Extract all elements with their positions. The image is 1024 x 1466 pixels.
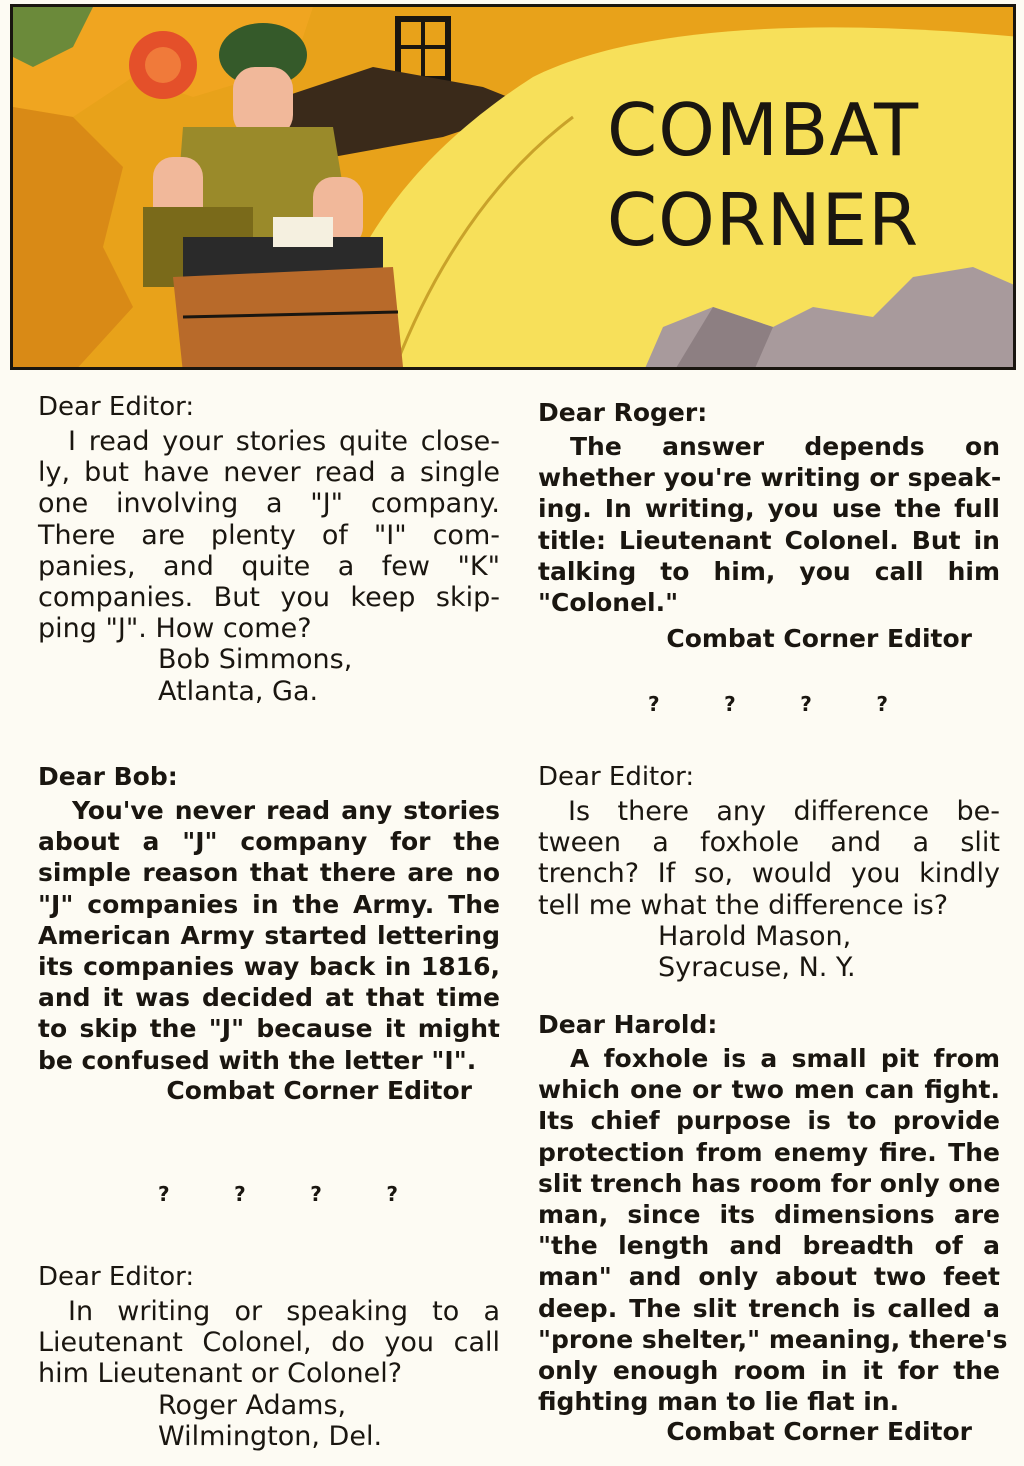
text-line: trench? If so, would you kindly	[538, 858, 1000, 890]
text-line: You've never read any stories	[72, 796, 500, 825]
separator-mark: ?	[234, 1182, 246, 1206]
editor-signature: Combat Corner Editor	[666, 1417, 972, 1447]
text-line: to skip the "J" because it might	[38, 1014, 500, 1044]
signature-place: Syracuse, N. Y.	[658, 952, 856, 984]
question-separator	[648, 692, 888, 716]
text-line: "the length and breadth of a	[538, 1231, 1000, 1261]
text-line: companies. But you keep skip-	[38, 582, 500, 614]
salutation: Dear Editor:	[38, 392, 195, 422]
signature-place: Atlanta, Ga.	[158, 675, 319, 707]
separator-mark: ?	[386, 1182, 398, 1206]
text-line: American Army started lettering	[38, 920, 500, 950]
text-line: Its chief purpose is to provide	[538, 1106, 1000, 1136]
text-line: A foxhole is a small pit from	[570, 1044, 1000, 1073]
text-line: him Lieutenant or Colonel?	[38, 1358, 403, 1390]
text-line: fighting man to lie flat in.	[538, 1387, 900, 1417]
question-separator	[158, 1182, 398, 1206]
text-line: Is there any difference be-	[568, 796, 1000, 827]
text-line: and it was decided at that time	[38, 983, 500, 1013]
text-line: ping "J". How come?	[38, 613, 312, 645]
text-line: "prone shelter," meaning, there's	[538, 1324, 1008, 1354]
text-line: simple reason that there are no	[38, 858, 500, 888]
text-line: There are plenty of "I" com-	[38, 519, 500, 551]
text-line: be confused with the letter "I".	[38, 1045, 477, 1075]
text-line: only enough room in it for the	[538, 1356, 1000, 1386]
text-line: "J" companies in the Army. The	[38, 889, 500, 919]
title-line-2: CORNER	[606, 178, 920, 262]
signature-name: Bob Simmons,	[158, 644, 353, 676]
letter-bob-simmons	[38, 392, 500, 707]
separator-mark: ?	[876, 692, 888, 716]
text-line: deep. The slit trench is called a	[538, 1293, 1000, 1323]
text-line: Lieutenant Colonel, do you call	[38, 1327, 500, 1359]
separator-mark: ?	[310, 1182, 322, 1206]
text-line: whether you're writing or speak-	[538, 463, 1002, 493]
reply-to-bob	[38, 762, 500, 1105]
letter-harold-mason	[538, 762, 1000, 983]
title-line-1: COMBAT	[606, 88, 920, 172]
soldier-face	[233, 67, 293, 137]
reply-to-harold	[538, 1010, 1008, 1447]
text-line: tween a foxhole and a slit	[538, 827, 1000, 859]
paper	[273, 217, 333, 247]
separator-mark: ?	[648, 692, 660, 716]
text-line: ly, but have never read a single	[38, 457, 500, 489]
text-line: tell me what the difference is?	[538, 889, 949, 921]
salutation: Dear Editor:	[38, 1262, 195, 1292]
text-line: I read your stories quite close-	[68, 426, 500, 457]
text-line: one involving a "J" company.	[38, 488, 500, 520]
page-title	[573, 85, 953, 265]
signature-name: Harold Mason,	[658, 920, 852, 952]
text-line: talking to him, you call him	[538, 556, 1000, 586]
text-line: In writing or speaking to a	[68, 1296, 500, 1327]
text-line: title: Lieutenant Colonel. But in	[538, 525, 1000, 555]
editor-signature: Combat Corner Editor	[166, 1075, 472, 1105]
separator-mark: ?	[724, 692, 736, 716]
text-line: about a "J" company for the	[38, 827, 500, 857]
text-line: man, since its dimensions are	[538, 1200, 1000, 1230]
header-banner	[10, 4, 1016, 370]
separator-mark: ?	[800, 692, 812, 716]
text-line: The answer depends on	[570, 432, 1000, 461]
wooden-crate	[173, 267, 403, 370]
salutation: Dear Bob:	[38, 762, 178, 791]
salutation: Dear Roger:	[538, 398, 708, 427]
signature-place: Wilmington, Del.	[158, 1420, 383, 1452]
text-line: slit trench has room for only one	[538, 1168, 1001, 1198]
text-line: ing. In writing, you use the full	[538, 494, 1000, 524]
text-line: protection from enemy fire. The	[538, 1137, 1000, 1167]
editor-signature: Combat Corner Editor	[666, 624, 972, 654]
letter-roger-adams	[38, 1262, 500, 1452]
separator-mark: ?	[158, 1182, 170, 1206]
text-line: man" and only about two feet	[538, 1262, 1000, 1292]
reply-to-roger	[538, 398, 1000, 653]
text-line: panies, and quite a few "K"	[38, 550, 500, 582]
text-line: its companies way back in 1816,	[38, 952, 500, 982]
signature-name: Roger Adams,	[158, 1389, 347, 1421]
text-line: which one or two men can fight.	[538, 1075, 1000, 1105]
salutation: Dear Editor:	[538, 762, 695, 792]
salutation: Dear Harold:	[538, 1010, 718, 1039]
text-line: "Colonel."	[538, 588, 679, 618]
